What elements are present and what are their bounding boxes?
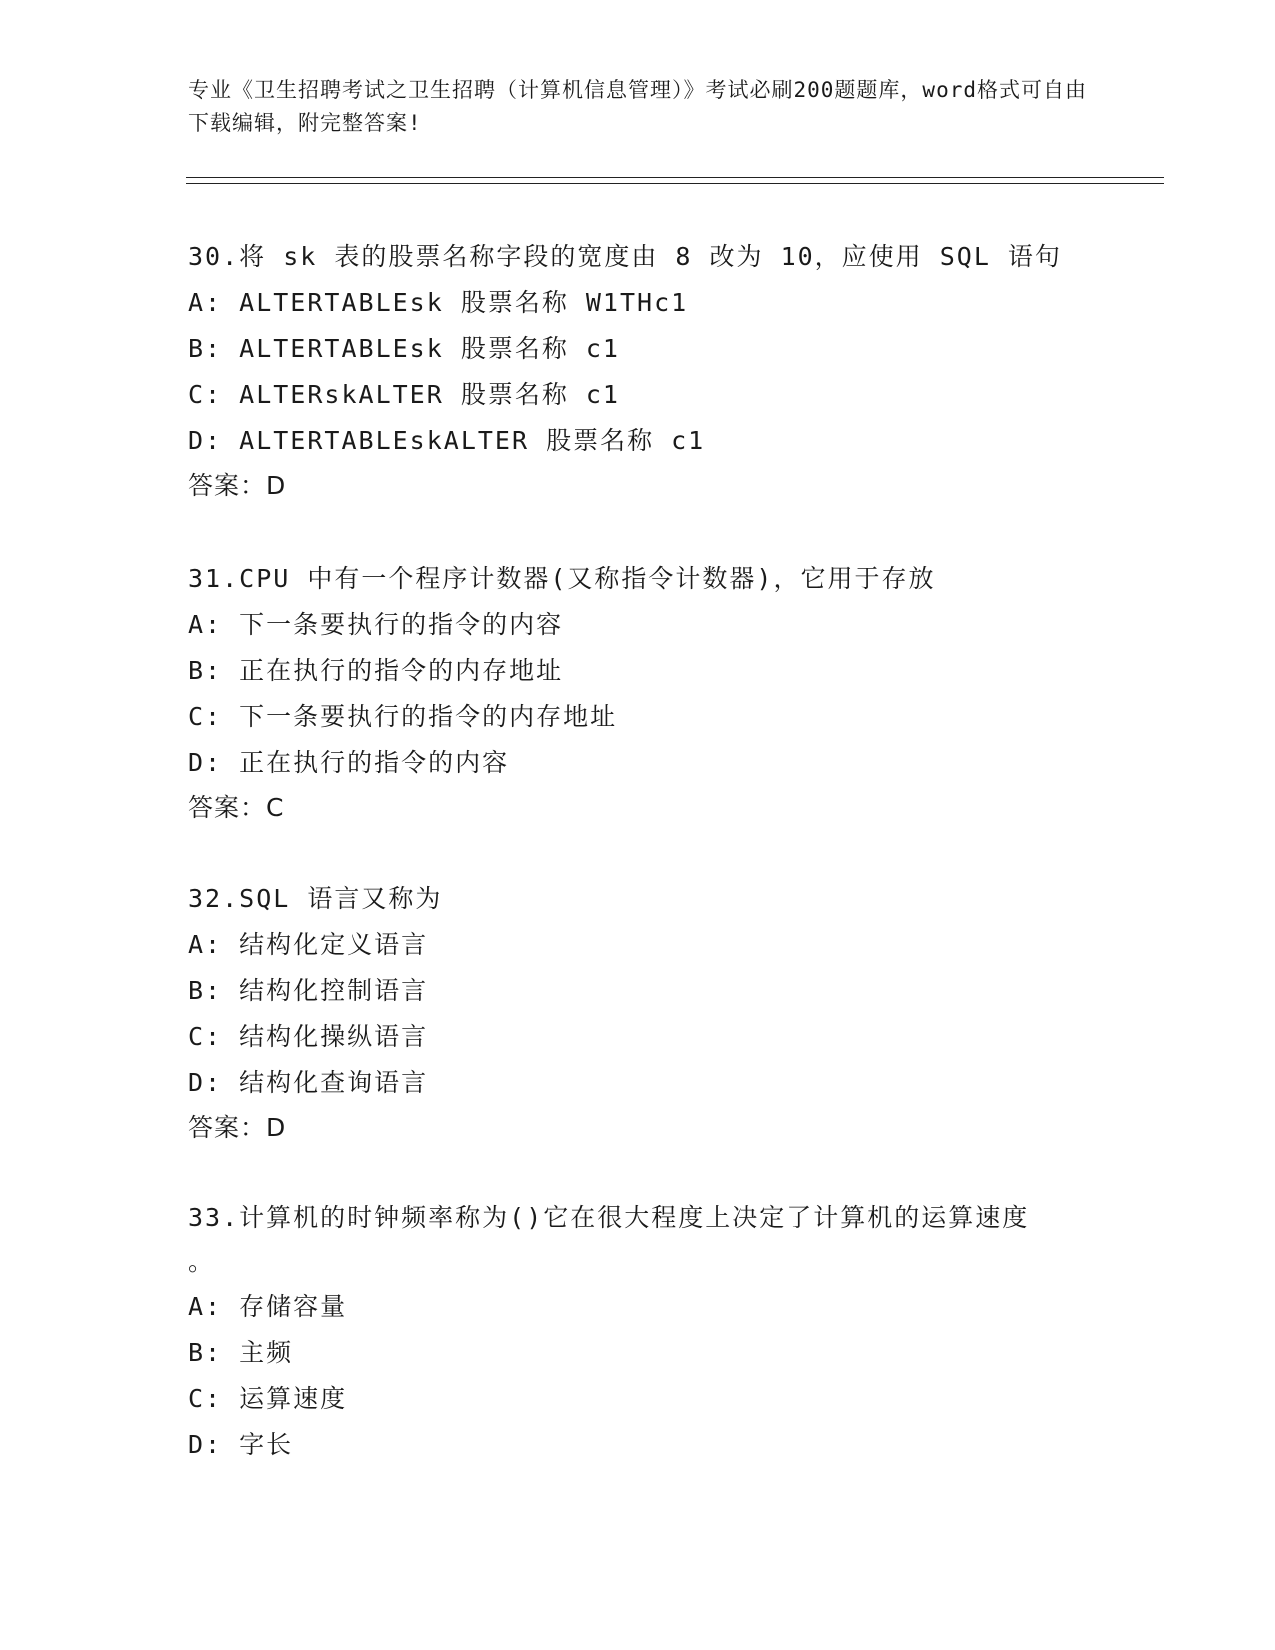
question-30 [188, 234, 1128, 508]
option-b: B: ALTERTABLEsk 股票名称 c1 [188, 334, 620, 363]
option-b: B: 结构化控制语言 [188, 976, 429, 1005]
question-stem-continuation: 。 [188, 1247, 216, 1276]
option-d: D: 正在执行的指令的内容 [188, 748, 510, 777]
option-c: C: 下一条要执行的指令的内存地址 [188, 702, 618, 731]
option-c: C: ALTERskALTER 股票名称 c1 [188, 380, 620, 409]
document-header: 专业《卫生招聘考试之卫生招聘（计算机信息管理）》考试必刷200题题库，word格式可自由下载编辑，附完整答案! [188, 78, 1087, 135]
option-d: D: ALTERTABLEskALTER 股票名称 c1 [188, 426, 706, 455]
answer-line: 答案：D [188, 471, 287, 500]
answer-line: 答案：D [188, 1113, 287, 1142]
option-a: A: 存储容量 [188, 1292, 348, 1321]
question-stem: 30.将 sk 表的股票名称字段的宽度由 8 改为 10，应使用 SQL 语句 [188, 242, 1062, 271]
option-d: D: 字长 [188, 1430, 294, 1459]
option-a: A: 下一条要执行的指令的内容 [188, 610, 564, 639]
header-rule-top [186, 177, 1164, 178]
option-b: B: 主频 [188, 1338, 294, 1367]
question-stem: 32.SQL 语言又称为 [188, 884, 443, 913]
question-32 [188, 876, 1128, 1150]
question-31 [188, 556, 1128, 830]
option-a: A: 结构化定义语言 [188, 930, 429, 959]
question-stem: 33.计算机的时钟频率称为()它在很大程度上决定了计算机的运算速度 [188, 1203, 1030, 1232]
option-c: C: 运算速度 [188, 1384, 348, 1413]
option-d: D: 结构化查询语言 [188, 1068, 429, 1097]
answer-line: 答案：C [188, 793, 285, 822]
question-stem: 31.CPU 中有一个程序计数器(又称指令计数器)，它用于存放 [188, 564, 936, 593]
question-33 [188, 1196, 1128, 1468]
option-b: B: 正在执行的指令的内存地址 [188, 656, 564, 685]
option-c: C: 结构化操纵语言 [188, 1022, 429, 1051]
option-a: A: ALTERTABLEsk 股票名称 W1THc1 [188, 288, 689, 317]
header-rule-bottom [186, 183, 1164, 184]
